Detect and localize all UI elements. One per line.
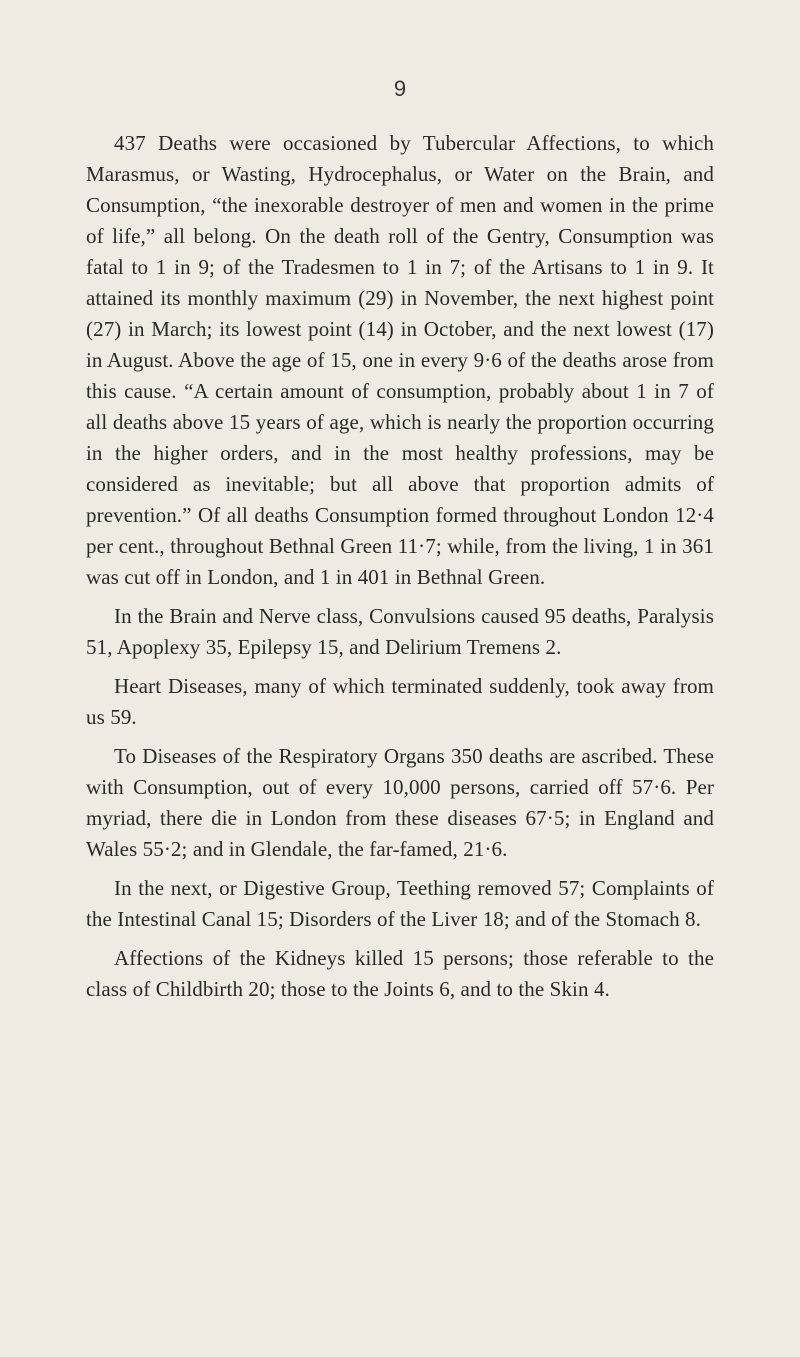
paragraph-kidneys-childbirth: Affections of the Kidneys killed 15 persons; those referable to the class of Childbirth 20; those to the Joints 6, and to the Skin 4. — [86, 946, 714, 1001]
page-number: 9 — [393, 76, 407, 101]
body-text — [86, 128, 714, 1013]
paragraph-digestive-group: In the next, or Digestive Group, Teething removed 57; Complaints of the Intestinal Canal 15; Disorders of the Liver 18; and of the Stomach 8. — [86, 876, 714, 931]
paragraph-respiratory-organs: To Diseases of the Respiratory Organs 350 deaths are ascribed. These with Consumption, out of every 10,000 persons, carried off 57·6. Per myriad, there die in London from these diseases 67·5; in England and Wales 55·2; and in Glendale, the far-famed, 21·6. — [86, 744, 714, 861]
paragraph-tubercular-affections: 437 Deaths were occasioned by Tubercular Affections, to which Marasmus, or Wasting, Hydrocephalus, or Water on the Brain, and Consumption, “the inexorable destroyer of men and women in the prime of life,” all belong. On the death roll of the Gentry, Consumption was fatal to 1 in 9; of the Tradesmen to 1 in 7; of the Artisans to 1 in 9. It attained its monthly maximum (29) in November, the next highest point (27) in March; its lowest point (14) in October, and the next lowest (17) in August. Above the age of 15, one in every 9·6 of the deaths arose from this cause. “A certain amount of consumption, probably about 1 in 7 of all deaths above 15 years of age, which is nearly the proportion occurring in the higher orders, and in the most healthy professions, may be considered as inevitable; but all above that proportion admits of prevention.” Of all deaths Consumption formed throughout London 12·4 per cent., throughout Bethnal Green 11·7; while, from the living, 1 in 361 was cut off in London, and 1 in 401 in Bethnal Green. — [86, 131, 714, 589]
paragraph-heart-diseases: Heart Diseases, many of which terminated suddenly, took away from us 59. — [86, 674, 714, 729]
paragraph-brain-and-nerve: In the Brain and Nerve class, Convulsions caused 95 deaths, Paralysis 51, Apoplexy 35, Epilepsy 15, and Delirium Tremens 2. — [86, 604, 714, 659]
